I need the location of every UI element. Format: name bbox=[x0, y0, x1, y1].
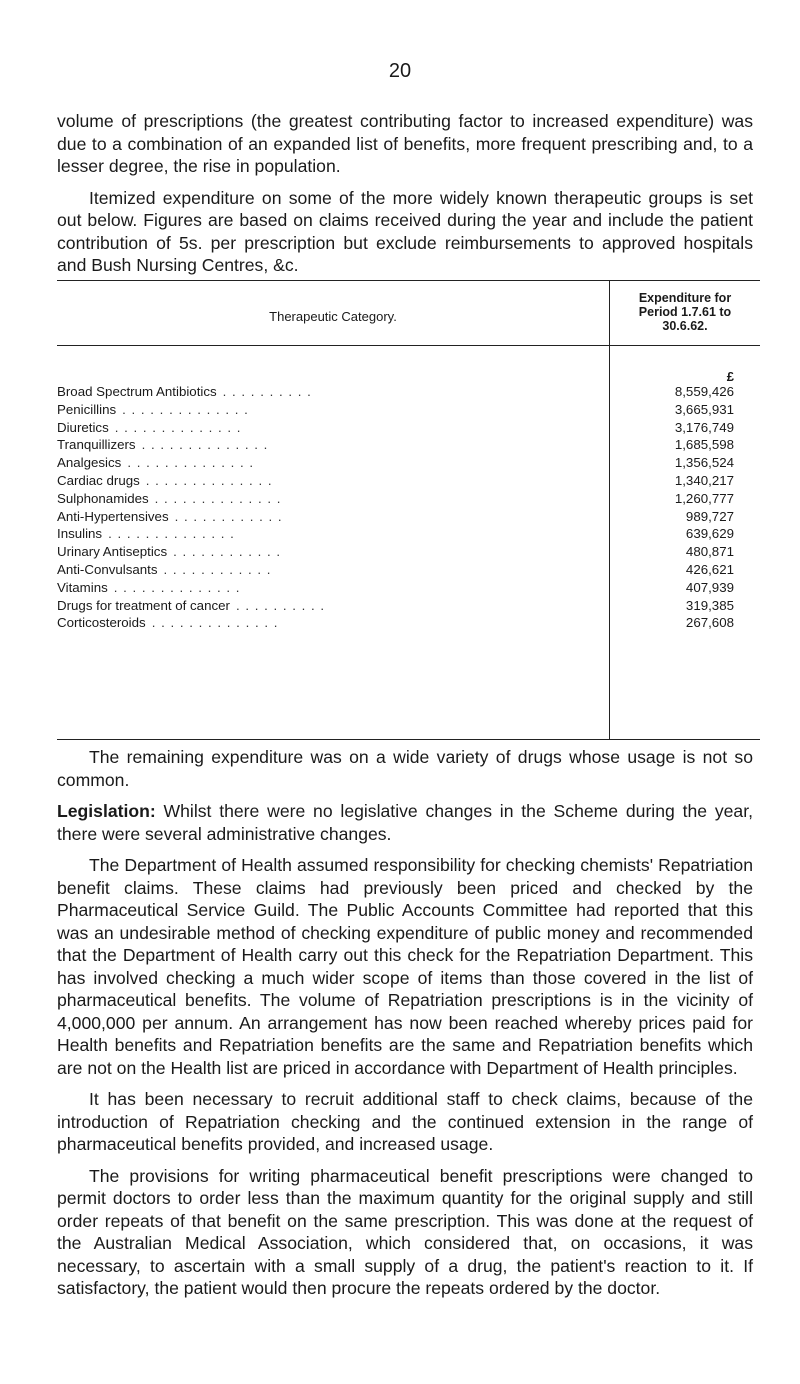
intro-paragraph-1: volume of prescriptions (the greatest contributing factor to increased expenditure) was due to a combination of an expanded list of benefits, more frequent prescribing and, to a lesser degree, the rise in population. bbox=[57, 111, 753, 176]
leader-dots: . . . . . . . . . . . . . . bbox=[145, 472, 273, 488]
after-table-section bbox=[57, 746, 753, 1309]
row-category bbox=[57, 509, 602, 524]
leader-dots: . . . . . . . . . . . . . . bbox=[114, 419, 242, 435]
row-category bbox=[57, 384, 602, 399]
category-name: Corticosteroids bbox=[57, 615, 146, 631]
table-header-divider bbox=[57, 345, 760, 346]
leader-dots: . . . . . . . . . . bbox=[235, 597, 326, 613]
row-expenditure-value: 989,727 bbox=[685, 508, 734, 524]
row-expenditure-value: 8,559,426 bbox=[674, 384, 734, 399]
category-name: Cardiac drugs bbox=[57, 472, 140, 488]
table-row bbox=[57, 455, 760, 473]
row-category bbox=[57, 580, 602, 595]
table-row bbox=[57, 473, 760, 491]
legislation-paragraph bbox=[57, 800, 753, 845]
expenditure-table bbox=[57, 280, 760, 740]
row-expenditure-value: 3,665,931 bbox=[674, 401, 734, 417]
legislation-text: Whilst there were no legislative changes in the Scheme during the year, there were several administrative changes. bbox=[57, 801, 753, 844]
table-row bbox=[57, 598, 760, 616]
remaining-expenditure-paragraph: The remaining expenditure was on a wide variety of drugs whose usage is not so common. bbox=[57, 747, 753, 790]
table-body bbox=[57, 384, 760, 633]
row-category bbox=[57, 526, 602, 541]
page-number: 20 bbox=[388, 60, 412, 82]
additional-staff-paragraph: It has been necessary to recruit additional staff to check claims, because of the introduction of Repatriation checking and the continued extension in the range of pharmaceutical benefits provided, and increased usage. bbox=[57, 1089, 753, 1154]
header-expenditure-line-1: Expenditure for bbox=[638, 291, 732, 305]
intro-section bbox=[57, 110, 753, 286]
category-name: Drugs for treatment of cancer bbox=[57, 597, 230, 613]
category-name: Urinary Antiseptics bbox=[57, 544, 168, 560]
row-expenditure-value: 1,260,777 bbox=[674, 490, 734, 506]
leader-dots: . . . . . . . . . . . . . . bbox=[127, 455, 255, 471]
category-name: Sulphonamides bbox=[57, 490, 149, 506]
leader-dots: . . . . . . . . . . . . . . bbox=[122, 401, 249, 417]
table-row bbox=[57, 491, 760, 509]
category-name: Vitamins bbox=[57, 579, 108, 595]
category-name: Analgesics bbox=[57, 455, 122, 471]
row-category bbox=[57, 491, 602, 506]
row-expenditure-value: 267,608 bbox=[685, 615, 734, 631]
category-name: Penicillins bbox=[57, 401, 117, 417]
row-expenditure-value: 1,685,598 bbox=[674, 437, 734, 453]
row-expenditure-value: 319,385 bbox=[685, 597, 734, 613]
row-category bbox=[57, 402, 602, 417]
row-expenditure-value: 407,939 bbox=[685, 579, 734, 595]
row-expenditure-value: 480,871 bbox=[685, 544, 734, 560]
table-row bbox=[57, 580, 760, 598]
row-category bbox=[57, 544, 602, 559]
row-expenditure-value: 639,629 bbox=[685, 526, 734, 542]
row-category bbox=[57, 473, 602, 488]
leader-dots: . . . . . . . . . . . . bbox=[173, 544, 282, 560]
table-row bbox=[57, 544, 760, 562]
row-category bbox=[57, 615, 602, 630]
leader-dots: . . . . . . . . . . . . . . bbox=[108, 526, 235, 542]
leader-dots: . . . . . . . . . . . . bbox=[174, 508, 283, 524]
category-name: Diuretics bbox=[57, 419, 109, 435]
header-expenditure bbox=[610, 291, 760, 333]
leader-dots: . . . . . . . . . . . . bbox=[163, 561, 272, 577]
category-name: Broad Spectrum Antibiotics bbox=[57, 384, 217, 399]
category-name: Insulins bbox=[57, 526, 103, 542]
leader-dots: . . . . . . . . . . . . . . bbox=[141, 437, 269, 453]
header-expenditure-line-2: Period 1.7.61 to bbox=[638, 305, 732, 319]
row-expenditure-value: 426,621 bbox=[685, 561, 734, 577]
leader-dots: . . . . . . . . . . bbox=[222, 384, 312, 399]
header-therapeutic-category: Therapeutic Category. bbox=[269, 309, 397, 324]
table-row bbox=[57, 615, 760, 633]
leader-dots: . . . . . . . . . . . . . . bbox=[154, 490, 282, 506]
legislation-heading: Legislation: bbox=[57, 801, 156, 821]
table-row bbox=[57, 402, 760, 420]
header-expenditure-line-3: 30.6.62. bbox=[662, 319, 708, 333]
row-category bbox=[57, 420, 602, 435]
leader-dots: . . . . . . . . . . . . . . bbox=[151, 615, 279, 631]
row-category bbox=[57, 598, 602, 613]
leader-dots: . . . . . . . . . . . . . . bbox=[113, 579, 241, 595]
table-row bbox=[57, 526, 760, 544]
department-health-paragraph: The Department of Health assumed responsibility for checking chemists' Repatriation benefit claims. These claims had previously been priced and checked by the Pharmaceutical Service Guild. The Public Accounts Committee had reported that this was an undesirable method of checking expenditure of public money and recommended that the Department of Health carry out this check for the Repatriation Department. This has involved checking a much wider scope of items than those covered in the list of pharmaceutical benefits. The volume of Repatriation prescriptions is in the vicinity of 4,000,000 per annum. An arrangement has now been reached whereby prices paid for Health benefits and Repatriation benefits are the same and Repatriation benefits which are not on the Health list are priced in accordance with Department of Health principles. bbox=[57, 855, 753, 1078]
table-row bbox=[57, 437, 760, 455]
category-name: Anti-Convulsants bbox=[57, 561, 158, 577]
category-name: Anti-Hypertensives bbox=[57, 508, 169, 524]
row-expenditure-value: 1,356,524 bbox=[674, 455, 734, 471]
currency-symbol: £ bbox=[726, 369, 734, 384]
table-row bbox=[57, 420, 760, 438]
intro-paragraph-2: Itemized expenditure on some of the more widely known therapeutic groups is set out below. Figures are based on claims received during the year and include the patient contribution of 5s. per prescription but exclude reimbursements to approved hospitals and Bush Nursing Centres, &c. bbox=[57, 187, 753, 275]
table-row bbox=[57, 509, 760, 527]
row-category bbox=[57, 562, 602, 577]
table-row bbox=[57, 384, 760, 402]
category-name: Tranquillizers bbox=[57, 437, 136, 453]
row-category bbox=[57, 455, 602, 470]
table-row bbox=[57, 562, 760, 580]
prescription-provisions-paragraph: The provisions for writing pharmaceutical benefit prescriptions were changed to permit doctors to order less than the maximum quantity for the original supply and still order repeats of that benefit on the same prescription. This was done at the request of the Australian Medical Association, which considered that, on occasions, it was necessary, to ascertain with a small supply of a drug, the patient's reaction to it. If satisfactory, the patient would then procure the repeats ordered by the doctor. bbox=[57, 1165, 753, 1298]
row-expenditure-value: 1,340,217 bbox=[674, 472, 734, 488]
row-expenditure-value: 3,176,749 bbox=[674, 419, 734, 435]
row-category bbox=[57, 437, 602, 452]
